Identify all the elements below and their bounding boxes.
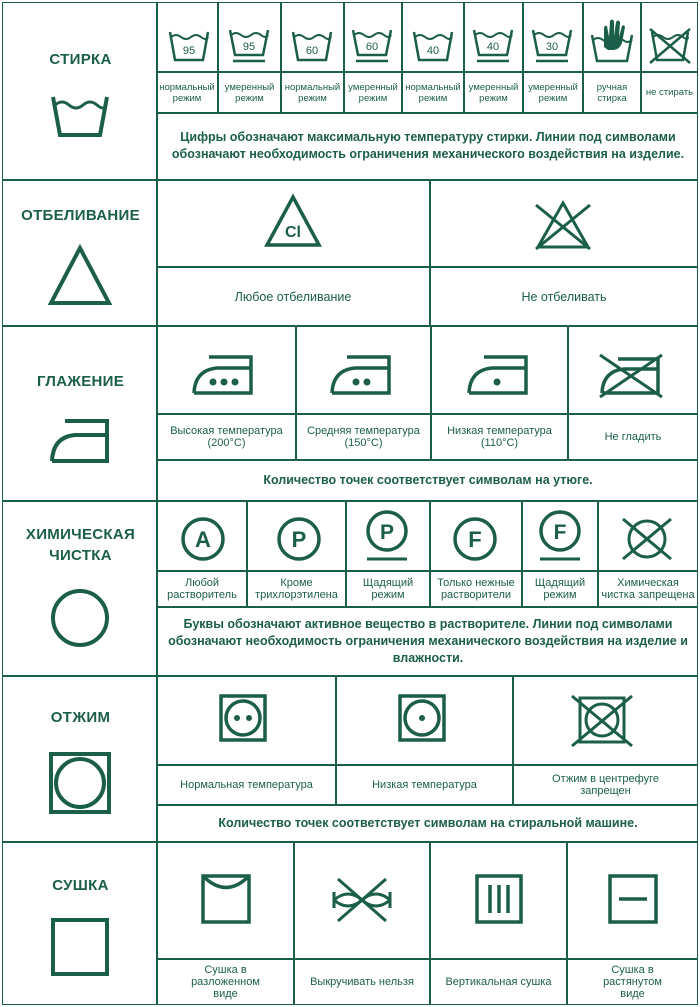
bleach-label: Не отбеливать — [521, 289, 607, 304]
section-divider — [3, 675, 697, 677]
laundry-symbols-chart — [2, 2, 698, 1005]
wash-40-icon — [412, 27, 454, 65]
spin-label: Низкая температура — [372, 779, 477, 791]
wash-tub-icon — [50, 93, 110, 139]
dryclean-p-icon — [275, 515, 323, 563]
spin-label: Отжим в центрефуге запрещен — [552, 773, 659, 797]
tumble-low-icon — [397, 693, 447, 743]
column-divider — [156, 3, 158, 1004]
hand-wash-icon — [590, 17, 634, 65]
wash-label: ручная стирка — [596, 81, 628, 104]
iron-low-icon — [466, 353, 530, 397]
drying-title: СУШКА — [52, 877, 109, 894]
dry-cleaning-note: Буквы обозначают активное вещество в растворителе. Линии под символами обозначают необходимость ограничения механического воздействия на изделие и влажности. — [168, 616, 688, 665]
ironing-title: ГЛАЖЕНИЕ — [36, 373, 125, 390]
iron-label: Средняя температура (150°C) — [307, 425, 420, 449]
wash-60-mild-icon — [351, 25, 393, 67]
wash-95-mild-icon — [228, 25, 270, 67]
ironing-note: Количество точек соответствует символам на утюге. — [263, 473, 593, 487]
tumble-dry-icon — [48, 751, 112, 815]
iron-label: Высокая температура (200°C) — [170, 425, 283, 449]
bleach-mark: Cl — [285, 224, 301, 241]
grid-line — [156, 606, 697, 608]
wash-60-icon — [291, 27, 333, 65]
drip-dry-icon — [474, 873, 524, 925]
wash-temp: 95 — [182, 45, 196, 57]
dryclean-mark: F — [553, 521, 567, 544]
wash-label: умеренный режим — [224, 81, 275, 104]
wash-temp: 60 — [365, 41, 379, 53]
wash-label: умеренный режим — [468, 81, 519, 104]
wash-temp: 95 — [242, 41, 256, 53]
wash-95-icon — [168, 27, 210, 65]
dry-label: Сушка в растянутом виде — [603, 964, 662, 1000]
spin-label: Нормальная температура — [180, 779, 313, 791]
dryclean-label: Щадящий режим — [362, 577, 414, 601]
no-tumble-icon — [569, 693, 635, 749]
dry-cleaning-title: ХИМИЧЕСКАЯ ЧИСТКА — [25, 526, 136, 564]
washing-note: Цифры обозначают максимальную температуру стирки. Линии под символами обозначают необходимость ограничения механического воздействия на изделие. — [171, 130, 685, 161]
dry-clean-circle-icon — [49, 587, 111, 649]
iron-icon — [49, 417, 111, 465]
dryclean-f-gentle-icon — [536, 509, 584, 565]
dry-label: Вертикальная сушка — [445, 976, 552, 988]
washing-title: СТИРКА — [49, 51, 112, 68]
dryclean-mark: A — [195, 527, 211, 552]
no-iron-icon — [596, 351, 666, 399]
wash-40-mild-icon — [472, 25, 514, 67]
dry-square-icon — [50, 917, 110, 977]
wash-temp: 60 — [305, 45, 319, 57]
dryclean-label: Кроме трихлорэтилена — [255, 577, 338, 601]
iron-high-icon — [191, 353, 255, 397]
dryclean-label: Щадящий режим — [534, 577, 586, 601]
wash-label: нормальный режим — [159, 81, 215, 104]
dryclean-mark: P — [291, 527, 307, 552]
dry-label: Сушка в разложенном виде — [191, 964, 260, 1000]
bleach-any-icon — [263, 193, 323, 251]
dryclean-label: Только нежные растворители — [437, 577, 515, 601]
bleach-label: Любое отбеливание — [234, 289, 352, 304]
section-divider — [3, 841, 697, 843]
iron-medium-icon — [329, 353, 393, 397]
section-divider — [3, 179, 697, 181]
iron-label: Низкая температура (110°C) — [447, 425, 552, 449]
dryclean-label: Химическая чистка запрещена — [601, 577, 695, 601]
no-bleach-icon — [530, 197, 596, 253]
dryclean-p-gentle-icon — [363, 509, 411, 565]
wash-temp: 40 — [426, 45, 440, 57]
dry-label: Выкручивать нельзя — [310, 976, 414, 988]
dryclean-f-icon — [451, 515, 499, 563]
wash-label: умеренный режим — [348, 81, 398, 104]
dryclean-label: Любой растворитель — [167, 577, 237, 601]
dryclean-mark: F — [468, 527, 482, 552]
dryclean-a-icon — [179, 515, 227, 563]
wash-label: нормальный режим — [284, 81, 341, 104]
wash-30-mild-icon — [531, 25, 573, 67]
dryclean-mark: P — [379, 521, 395, 544]
no-wash-icon — [648, 27, 692, 65]
wash-label: умеренный режим — [528, 81, 578, 104]
dry-stretched-icon — [607, 873, 659, 925]
wash-label: не стирать — [645, 87, 694, 98]
bleach-triangle-icon — [47, 243, 113, 307]
no-wring-icon — [328, 876, 396, 924]
spinning-note: Количество точек соответствует символам на стиральной машине. — [218, 816, 638, 830]
section-divider — [3, 500, 697, 502]
grid-line — [156, 112, 697, 114]
spinning-title: ОТЖИМ — [50, 709, 111, 726]
wash-temp: 40 — [486, 41, 500, 53]
dry-flat-icon — [200, 873, 252, 925]
section-divider — [3, 325, 697, 327]
wash-temp: 30 — [545, 41, 559, 53]
tumble-normal-icon — [218, 693, 268, 743]
iron-label: Не гладить — [604, 431, 662, 443]
no-dryclean-icon — [620, 513, 674, 565]
wash-label: нормальный режим — [405, 81, 461, 104]
bleaching-title: ОТБЕЛИВАНИЕ — [21, 207, 140, 224]
